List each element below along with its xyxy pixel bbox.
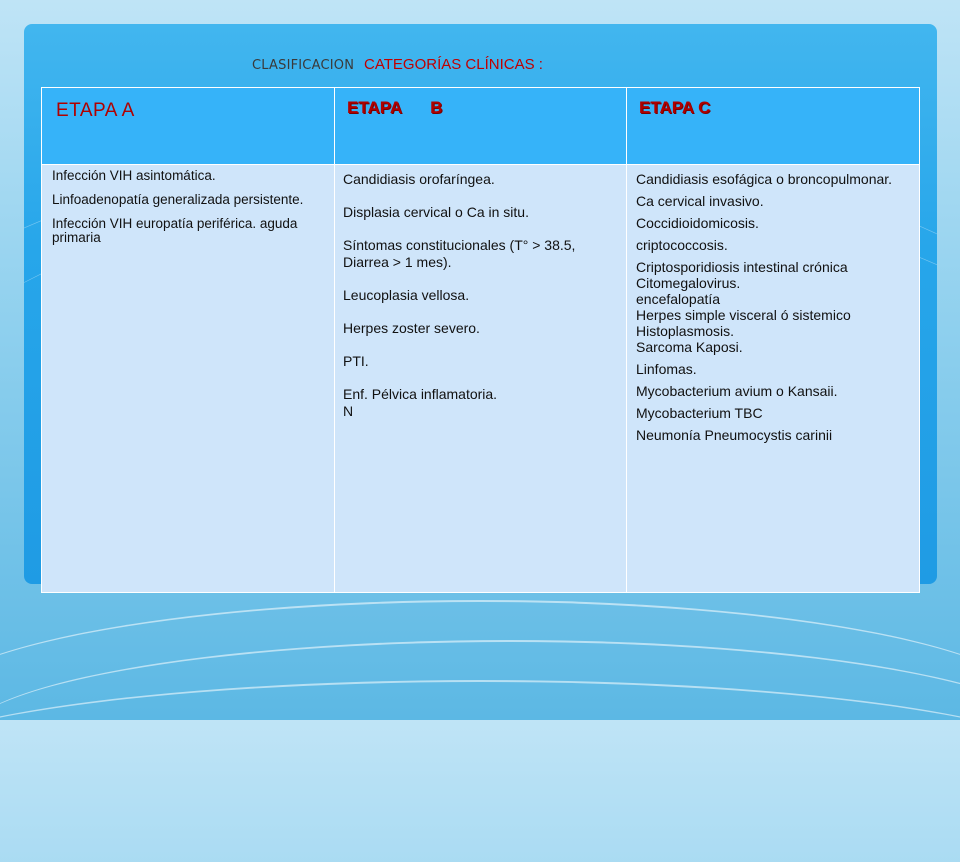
title-prefix: CLASIFICACION — [252, 58, 355, 73]
header-etapa-a: ETAPA A — [42, 88, 335, 165]
cell-etapa-b — [335, 165, 627, 593]
title-main: CATEGORÍAS CLÍNICAS : — [364, 56, 543, 73]
list-item: PTI. — [343, 353, 369, 369]
list-item: Linfomas. — [636, 361, 697, 377]
list-item: criptococcosis. — [636, 237, 728, 253]
list-item: Neumonía Pneumocystis carinii — [636, 427, 833, 443]
list-item: Leucoplasia vellosa. — [343, 287, 470, 303]
list-item: Sarcoma Kaposi. — [636, 339, 743, 355]
background-wave — [0, 680, 960, 862]
slide-title — [252, 56, 543, 73]
cell-etapa-c — [627, 165, 920, 593]
list-item: Criptosporidiosis intestinal crónica — [636, 259, 848, 275]
header-etapa-c: ETAPA C — [627, 88, 920, 165]
list-item: Síntomas constitucionales (T° > 38.5, Diarrea > 1 mes). — [343, 237, 576, 270]
cell-etapa-a — [42, 165, 335, 593]
list-item: Citomegalovirus. — [636, 275, 741, 291]
header-etapa-b-letter: B — [430, 98, 443, 117]
list-item: Infección VIH asintomática. — [52, 168, 216, 183]
header-etapa-b-label: ETAPA — [347, 98, 403, 117]
table-body-row — [42, 165, 920, 593]
list-item: Infección VIH europatía periférica. aguda primaria — [52, 216, 298, 245]
header-etapa-b — [335, 88, 627, 165]
list-item: Coccidioidomicosis. — [636, 215, 759, 231]
list-item: Mycobacterium TBC — [636, 405, 763, 421]
list-item: encefalopatía — [636, 291, 721, 307]
list-item: Candidiasis esofágica o broncopulmonar. — [636, 171, 893, 187]
clinical-categories-table — [41, 87, 920, 593]
list-item: Herpes simple visceral ó sistemico — [636, 307, 851, 323]
list-item: Enf. Pélvica inflamatoria. — [343, 386, 498, 402]
list-item: Ca cervical invasivo. — [636, 193, 764, 209]
table-header-row — [42, 88, 920, 165]
list-item: Displasia cervical o Ca in situ. — [343, 204, 529, 220]
list-item: Linfoadenopatía generalizada persistente. — [52, 192, 304, 207]
list-item: Mycobacterium avium o Kansaii. — [636, 383, 838, 399]
list-item: Histoplasmosis. — [636, 323, 735, 339]
list-item: Candidiasis orofaríngea. — [343, 171, 495, 187]
list-item: N — [343, 403, 354, 419]
list-item: Herpes zoster severo. — [343, 320, 480, 336]
